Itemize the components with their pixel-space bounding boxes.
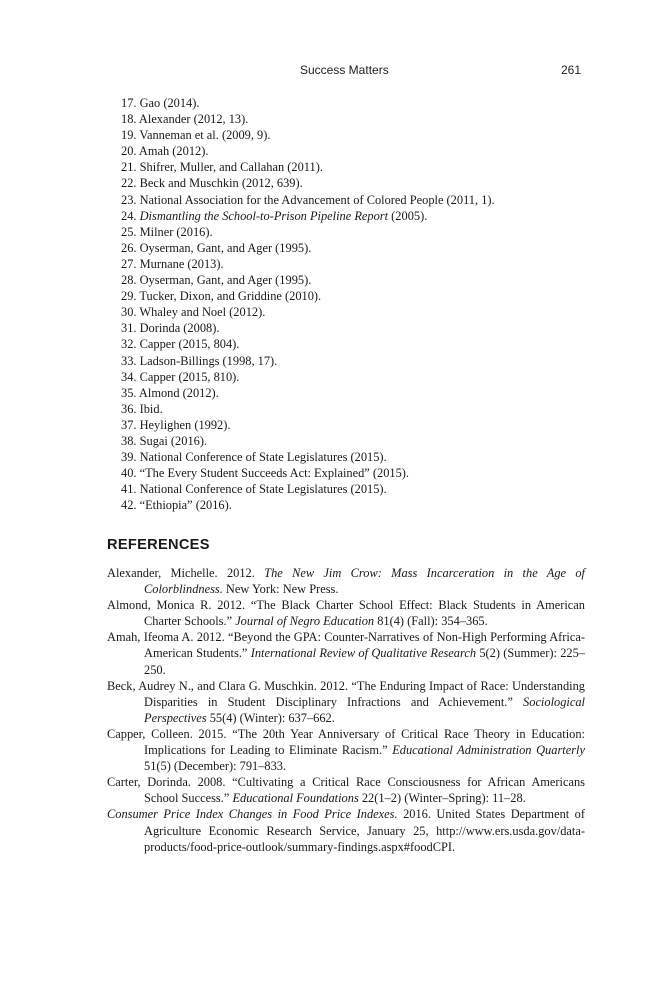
endnote-item xyxy=(121,369,591,385)
text-run: Almond (2012). xyxy=(138,385,219,400)
endnote-number: 17. xyxy=(121,96,137,110)
text-run: 2016. United States Department of Agriculture Economic Research Service, January 25, http://www.ers.usda.gov/data-products/food-price-outlook/summary-findings.aspx#foodCPI. xyxy=(144,807,586,854)
endnote-number: 30. xyxy=(121,305,137,320)
text-run: Amah, Ifeoma A. 2012. “Beyond the GPA: Counter-Narratives of Non-High Performing Africa-American Students.” xyxy=(107,630,585,661)
endnote-item xyxy=(121,240,591,256)
endnote-number: 33. xyxy=(121,353,137,368)
text-run: Alexander (2012, 13). xyxy=(138,112,249,127)
text-run: Amah (2012). xyxy=(138,144,209,159)
endnote-item xyxy=(121,95,591,111)
endnote-item xyxy=(121,256,591,272)
endnote-item xyxy=(121,497,591,513)
endnote-number: 42. xyxy=(121,498,137,513)
italic-title: Consumer Price Index Changes in Food Price Indexes. xyxy=(107,807,398,822)
endnote-item xyxy=(121,385,591,401)
reference-entry xyxy=(107,774,585,806)
reference-entry xyxy=(107,806,585,854)
text-run: Tucker, Dixon, and Griddine (2010). xyxy=(139,289,322,304)
endnote-number: 32. xyxy=(121,337,137,352)
text-run: Beck and Muschkin (2012, 639). xyxy=(139,176,303,191)
text-run: New York: New Press. xyxy=(222,582,339,597)
text-run: Heylighen (1992). xyxy=(139,417,231,432)
italic-title: The New Jim Crow: Mass Incarceration in the Age of Colorblindness. xyxy=(144,566,585,597)
text-run: Almond, Monica R. 2012. “The Black Charter School Effect: Black Students in American Charter Schools.” xyxy=(107,598,585,629)
text-run: Shifrer, Muller, and Callahan (2011). xyxy=(139,160,323,175)
text-run: Beck, Audrey N., and Clara G. Muschkin. 2012. “The Enduring Impact of Race: Understanding Disparities in Student Disciplinary Infractions and Achievement.” xyxy=(107,678,585,709)
endnote-number: 37. xyxy=(121,417,137,432)
endnote-number: 29. xyxy=(121,289,137,304)
endnote-item xyxy=(121,208,591,224)
endnote-number: 41. xyxy=(121,482,137,497)
endnote-number: 20. xyxy=(121,144,137,159)
endnote-item xyxy=(121,272,591,288)
endnote-item xyxy=(121,417,591,433)
page-number: 261 xyxy=(560,63,581,77)
italic-title: Journal of Negro Education xyxy=(235,614,375,629)
references-list xyxy=(107,565,585,855)
text-run: Capper (2015, 810). xyxy=(139,369,240,384)
endnote-item xyxy=(121,304,591,320)
endnote-item xyxy=(121,111,591,127)
endnote-item xyxy=(121,288,591,304)
text-run: Capper, Colleen. 2015. “The 20th Year Anniversary of Critical Race Theory in Education: Implications for Leading to Eliminate Racism.” xyxy=(107,726,585,758)
text-run: Carter, Dorinda. 2008. “Cultivating a Critical Race Consciousness for African Americans School Success.” xyxy=(107,775,585,806)
text-run: Alexander, Michelle. 2012. xyxy=(107,566,265,580)
endnote-number: 31. xyxy=(121,321,137,336)
endnote-number: 24. xyxy=(121,208,137,223)
reference-entry xyxy=(107,726,585,774)
endnote-number: 25. xyxy=(121,224,137,239)
text-run: National Conference of State Legislatures (2015). xyxy=(139,450,387,465)
reference-entry xyxy=(107,629,585,677)
endnote-number: 21. xyxy=(121,160,137,175)
references-heading: REFERENCES xyxy=(107,537,210,553)
endnote-item xyxy=(121,433,591,449)
text-run: 81(4) (Fall): 354–365. xyxy=(374,614,488,629)
italic-title: Educational Foundations xyxy=(232,791,359,806)
endnote-item xyxy=(121,224,591,240)
endnote-number: 28. xyxy=(121,273,137,288)
endnote-number: 19. xyxy=(121,128,137,143)
text-run: Ladson-Billings (1998, 17). xyxy=(139,353,278,368)
text-run: Whaley and Noel (2012). xyxy=(139,305,266,320)
endnote-item xyxy=(121,192,591,208)
endnote-item xyxy=(121,449,591,465)
endnote-item xyxy=(121,175,591,191)
endnote-item xyxy=(121,336,591,352)
endnote-number: 22. xyxy=(121,176,137,191)
endnote-number: 39. xyxy=(121,450,137,465)
endnote-item xyxy=(121,353,591,369)
endnote-item xyxy=(121,127,591,143)
text-run: Gao (2014). xyxy=(139,96,200,110)
endnote-number: 18. xyxy=(121,112,137,127)
text-run: “Ethiopia” (2016). xyxy=(139,498,232,513)
endnote-number: 34. xyxy=(121,369,137,384)
endnote-item xyxy=(121,159,591,175)
text-run: Milner (2016). xyxy=(139,224,213,239)
endnote-number: 23. xyxy=(121,192,137,207)
running-head: Success Matters xyxy=(300,63,389,77)
endnotes-list xyxy=(121,95,591,513)
text-run: (2005). xyxy=(388,208,428,223)
text-run: National Association for the Advancement of Colored People (2011, 1). xyxy=(139,192,495,207)
text-run: Oyserman, Gant, and Ager (1995). xyxy=(139,240,312,255)
endnote-item xyxy=(121,320,591,336)
endnote-item xyxy=(121,465,591,481)
text-run: Capper (2015, 804). xyxy=(139,337,240,352)
text-run: Vanneman et al. (2009, 9). xyxy=(139,128,271,143)
reference-entry xyxy=(107,565,585,597)
endnote-number: 38. xyxy=(121,433,137,448)
text-run: 22(1–2) (Winter–Spring): 11–28. xyxy=(358,791,526,806)
endnote-number: 40. xyxy=(121,466,137,481)
text-run: National Conference of State Legislatures (2015). xyxy=(139,482,387,497)
text-run: Sugai (2016). xyxy=(139,433,208,448)
endnote-number: 27. xyxy=(121,256,137,271)
endnote-item xyxy=(121,481,591,497)
italic-title: Dismantling the School-to-Prison Pipeline Report xyxy=(139,208,389,223)
reference-entry xyxy=(107,597,585,629)
endnote-number: 26. xyxy=(121,240,137,255)
italic-title: Sociological Perspectives xyxy=(144,694,585,725)
text-run: 55(4) (Winter): 637–662. xyxy=(206,710,335,725)
endnote-item xyxy=(121,401,591,417)
text-run: “The Every Student Succeeds Act: Explained” (2015). xyxy=(139,466,410,481)
endnote-item xyxy=(121,143,591,159)
text-run: Dorinda (2008). xyxy=(139,321,220,336)
italic-title: Educational Administration Quarterly xyxy=(392,743,585,758)
text-run: Murnane (2013). xyxy=(139,256,224,271)
text-run: 51(5) (December): 791–833. xyxy=(144,759,287,774)
text-run: 5(2) (Summer): 225–250. xyxy=(144,646,585,677)
text-run: Oyserman, Gant, and Ager (1995). xyxy=(139,273,312,288)
endnote-number: 35. xyxy=(121,385,137,400)
italic-title: International Review of Qualitative Research xyxy=(250,646,477,661)
endnote-number: 36. xyxy=(121,401,137,416)
reference-entry xyxy=(107,678,585,726)
text-run: Ibid. xyxy=(139,401,163,416)
